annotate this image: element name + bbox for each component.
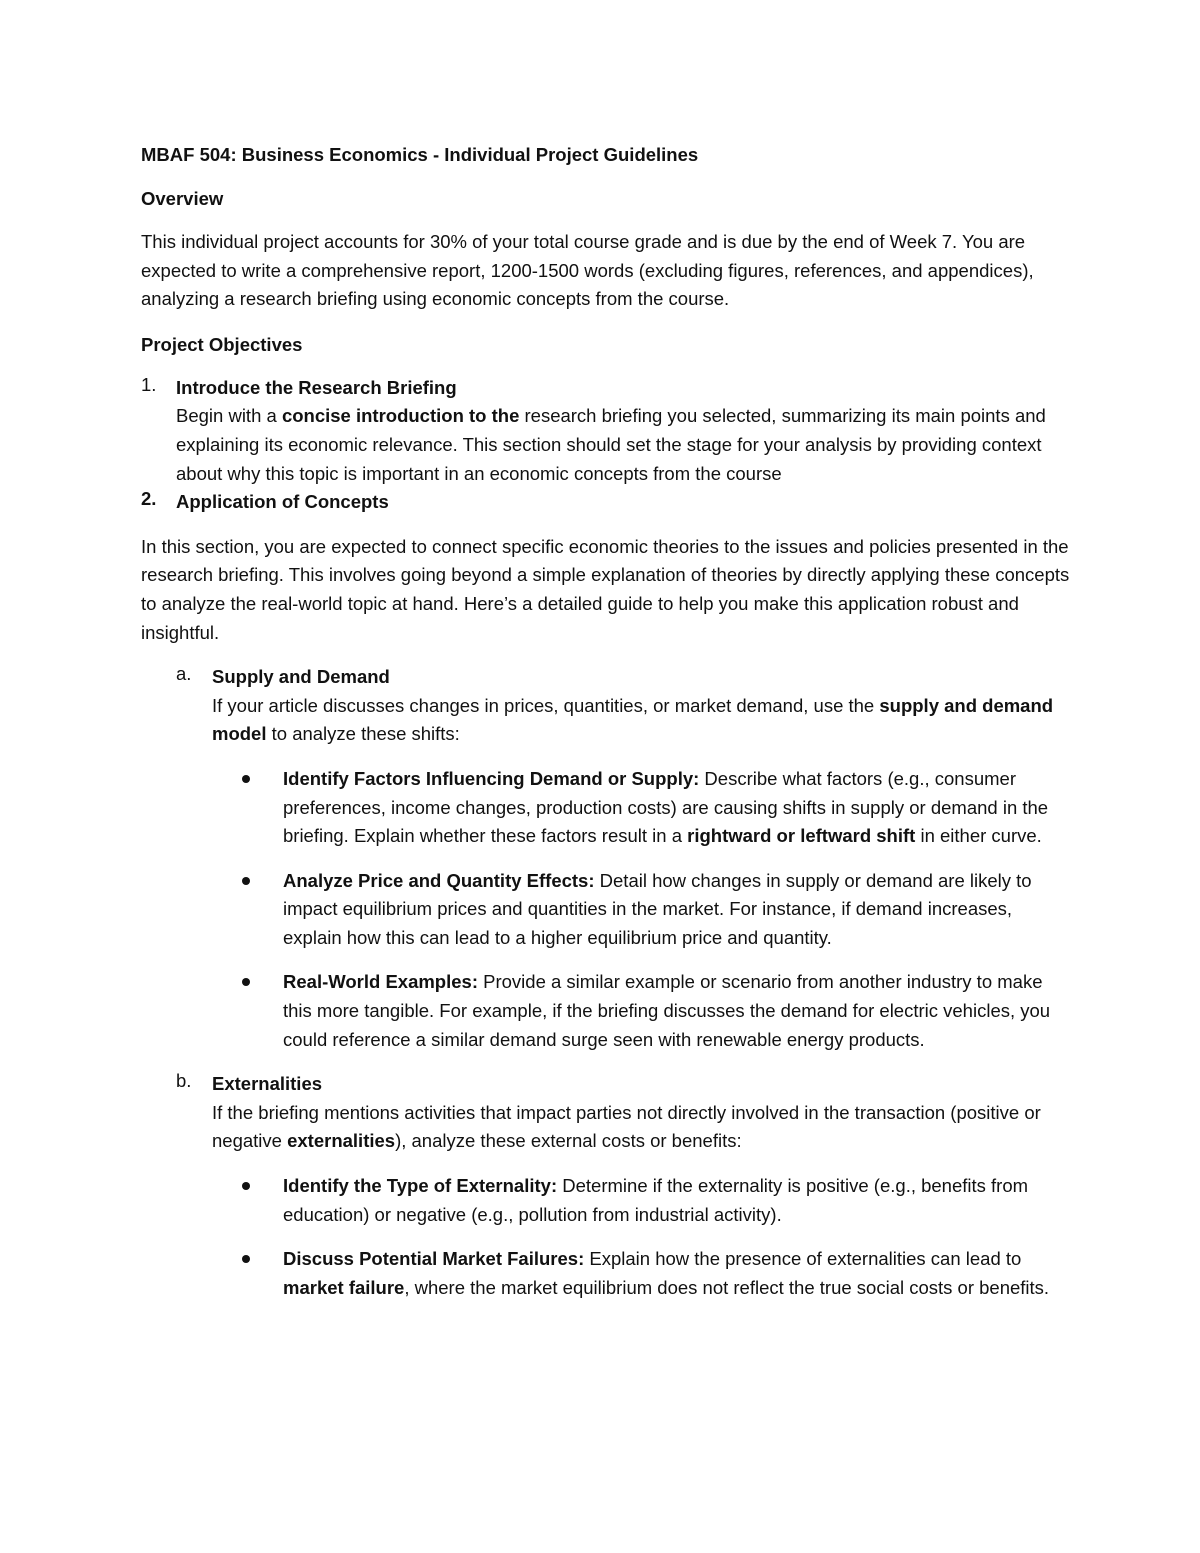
objective-number: 1. (141, 373, 157, 395)
bullet-icon (242, 978, 250, 986)
section-description: If the briefing mentions activities that impact parties not directly involved in the transaction (positive or negative externalities), analyze these external costs or benefits: (212, 1101, 1041, 1152)
section-externalities (176, 1070, 1071, 1156)
objective-text: Begin with a concise introduction to the research briefing you selected, summarizing its main points and explaining its economic relevance. This section should set the stage for your analysis by providing context about why this topic is important in an economic concepts from the course (176, 405, 1046, 484)
document-title: MBAF 504: Business Economics - Individual Project Guidelines (141, 144, 699, 165)
section-letter: b. (176, 1070, 192, 1092)
bullet-item: Real-World Examples: Provide a similar example or scenario from another industry to make this more tangible. For example, if the briefing discusses the demand for electric vehicles, you could reference a similar demand surge seen with renewable energy products. (212, 968, 1071, 1054)
objectives-heading: Project Objectives (141, 333, 303, 355)
section-description: If your article discusses changes in prices, quantities, or market demand, use the supply and demand model to analyze these shifts: (212, 694, 1054, 745)
bullet-icon (242, 1255, 250, 1263)
bullet-item: Discuss Potential Market Failures: Explain how the presence of externalities can lead to market failure, where the market equilibrium does not reflect the true social costs or benefits. (212, 1245, 1071, 1302)
bullet-item: Identify Factors Influencing Demand or Supply: Describe what factors (e.g., consumer preferences, income changes, production costs) are causing shifts in supply or demand in the briefing. Explain whether these factors result in a rightward or leftward shift in either curve. (212, 765, 1071, 851)
section-title: Externalities (212, 1073, 323, 1095)
objective-item-1 (141, 374, 1071, 488)
overview-text: This individual project accounts for 30% of your total course grade and is due by the end of Week 7. You are expected to write a comprehensive report, 1200-1500 words (excluding figures, references, and appendices), analyzing a research briefing using economic concepts from the course. (141, 231, 1034, 310)
section-title: Supply and Demand (212, 666, 390, 688)
objective-item-2 (141, 488, 1071, 517)
section-letter: a. (176, 663, 192, 685)
bullet-icon (242, 1182, 250, 1190)
bullet-item: Analyze Price and Quantity Effects: Detail how changes in supply or demand are likely to impact equilibrium prices and quantities in the market. For instance, if demand increases, explain how this can lead to a higher equilibrium price and quantity. (212, 867, 1071, 953)
document-page (141, 140, 1071, 1302)
objective-title: Introduce the Research Briefing (176, 376, 457, 398)
supply-demand-bullets (212, 765, 1071, 1054)
objective-title: Application of Concepts (176, 491, 389, 513)
objective-number: 2. (141, 488, 157, 510)
section-supply-demand (176, 663, 1071, 749)
bullet-icon (242, 877, 250, 885)
bullet-item: Identify the Type of Externality: Determine if the externality is positive (e.g., benefits from education) or negative (e.g., pollution from industrial activity). (212, 1172, 1071, 1229)
overview-heading: Overview (141, 188, 224, 209)
externalities-bullets (212, 1172, 1071, 1302)
bullet-icon (242, 775, 250, 783)
application-intro: In this section, you are expected to connect specific economic theories to the issues and policies presented in the research briefing. This involves going beyond a simple explanation of theories by directly applying these concepts to analyze the real-world topic at hand. Here’s a detailed guide to help you make this application robust and insightful. (141, 535, 1070, 643)
